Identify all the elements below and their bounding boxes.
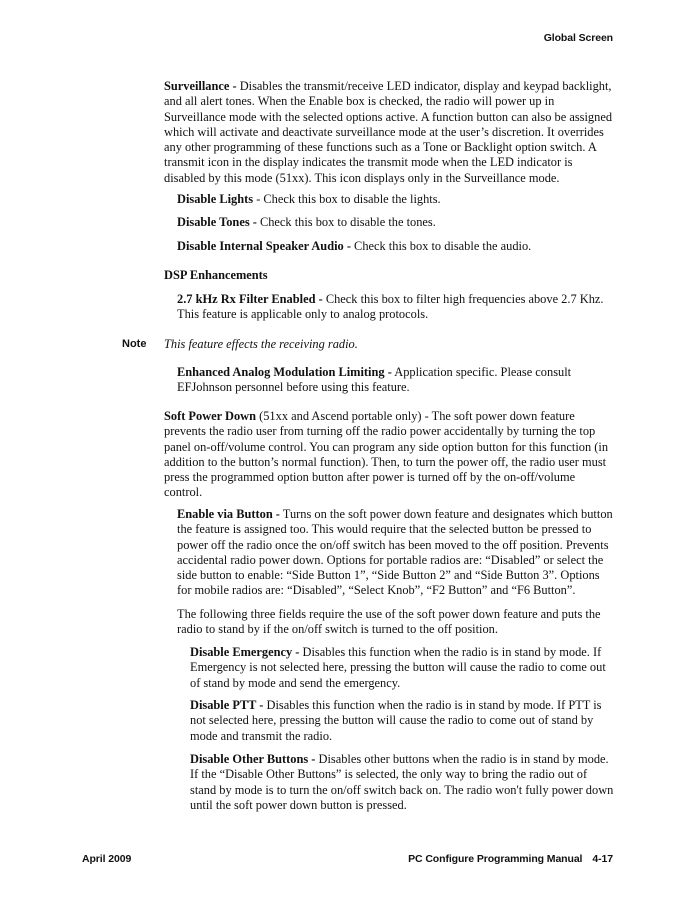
disable-tones-text: Check this box to disable the tones. [256,215,436,229]
note-label: Note [122,338,147,350]
footer-date: April 2009 [82,853,132,865]
enable-button-text: Turns on the soft power down feature and designates which button the feature is assigned too. This would require that the selected button be pressed to power off the radio once the on/off switch has been moved to the off position. Prevents accidental radio power down. Options for portable radios are: “Disabled” or select the side button to enable: “Side Button 1”, “Side Button 2” and “Side Button 3”. Options for mobile radios are: “Disabled”, “Select Knob”, “F2 Button” and “F6 Button”. [177,507,613,598]
disable-other-paragraph [190,752,616,813]
modulation-title: Enhanced Analog Modulation Limiting - [177,365,392,379]
disable-lights-title: Disable Lights [177,192,254,206]
disable-lights-paragraph [177,192,616,207]
disable-other-title: Disable Other Buttons - [190,752,316,766]
running-header: Global Screen [543,32,613,44]
disable-ptt-text: Disables this function when the radio is in stand by mode. If PTT is not selected here, pressing the button will cause the radio to come out of stand by mode and transmit the radio. [190,698,602,743]
disable-lights-text: - Check this box to disable the lights. [253,192,441,206]
surveillance-text: Disables the transmit/receive LED indicator, display and keypad backlight, and all alert tones. When the Enable box is checked, the radio will power up in Surveillance mode with the selected options active. A function button can also be assigned which will activate and deactivate surveillance mode at the user’s discretion. It overrides any other programming of these functions such as a Tone or Backlight option switch. A transmit icon in the display indicates the transmit mode when the LED indicator is disabled by this mode (51xx). This icon displays only in the Surveillance mode. [164,79,613,185]
disable-ptt-paragraph [190,698,616,744]
surveillance-title: Surveillance - [164,79,237,93]
rx-filter-title: 2.7 kHz Rx Filter Enabled - [177,292,323,306]
disable-tones-title: Disable Tones - [177,215,257,229]
modulation-paragraph [177,365,616,396]
disable-emergency-text: Disables this function when the radio is in stand by mode. If Emergency is not selected here, pressing the button will cause the radio to come out of stand by mode and send the emergency. [190,645,606,690]
soft-power-paragraph [164,409,616,501]
enable-button-paragraph [177,507,616,599]
disable-speaker-text: Check this box to disable the audio. [350,239,532,253]
soft-power-title: Soft Power Down [164,409,257,423]
disable-speaker-title: Disable Internal Speaker Audio - [177,239,351,253]
footer-page-number: 4-17 [592,853,613,865]
footer-manual-title: PC Configure Programming Manual [408,853,583,865]
modulation-text: Application specific. Please consult EFJohnson personnel before using this feature. [177,365,572,395]
dsp-heading-text: DSP Enhancements [164,268,268,282]
disable-ptt-title: Disable PTT - [190,698,264,712]
note-text: This feature effects the receiving radio. [164,337,358,351]
rx-filter-paragraph [177,292,616,323]
surveillance-paragraph [164,79,616,186]
disable-tones-paragraph [177,215,616,230]
disable-emergency-title: Disable Emergency - [190,645,300,659]
disable-emergency-paragraph [190,645,616,691]
footer-right [408,853,613,865]
enable-button-title: Enable via Button - [177,507,280,521]
dsp-heading [164,268,616,283]
disable-other-text: Disables other buttons when the radio is in stand by mode. If the “Disable Other Buttons” is selected, the only way to bring the radio out of stand by mode is to turn the on/off switch back on. The radio won't fully power down until the soft power down button is pressed. [190,752,614,812]
following-paragraph: The following three fields require the use of the soft power down feature and puts the radio to stand by if the on/off switch is turned to the off position. [177,607,601,637]
rx-filter-text: Check this box to filter high frequencies above 2.7 Khz. This feature is applicable only to analog protocols. [177,292,604,322]
soft-power-text: (51xx and Ascend portable only) - The soft power down feature prevents the radio user from turning off the radio power accidentally by turning the top panel on-off/volume control. You can program any side option button for this function (in addition to the button’s normal function). Then, to turn the power off, the radio user must press the programmed option button after power is turned off by the on-off/volume control. [164,409,609,500]
disable-speaker-paragraph [177,239,616,254]
